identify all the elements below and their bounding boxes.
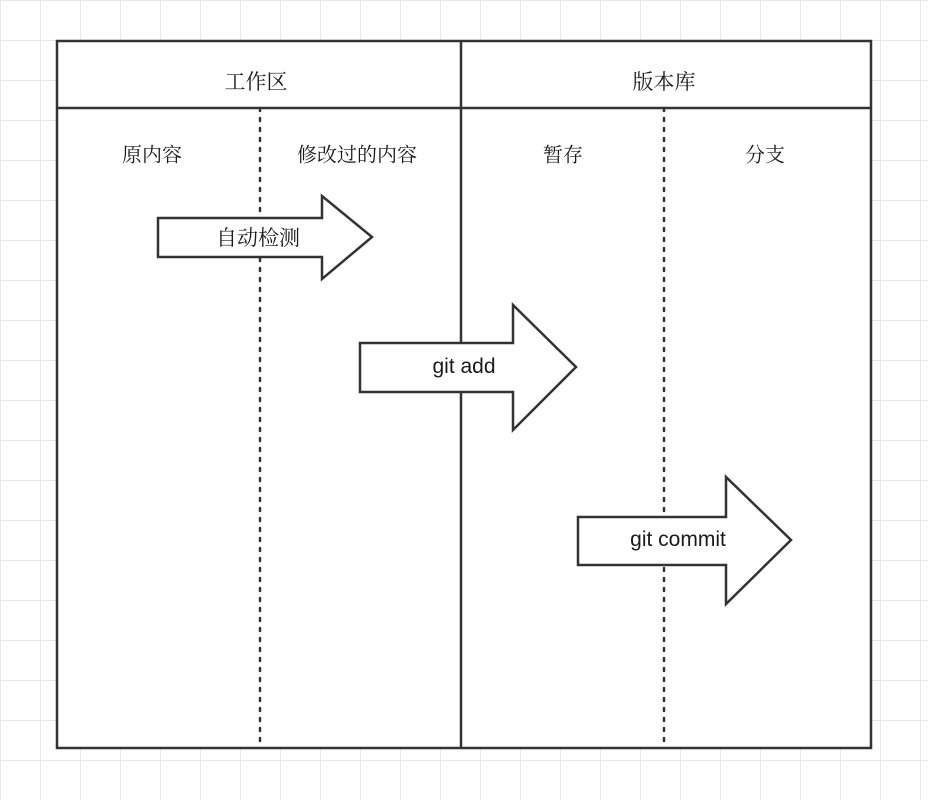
arrow-label-git-commit: git commit bbox=[630, 528, 726, 551]
sub-header-modified-content: 修改过的内容 bbox=[297, 144, 417, 167]
column-header-repository: 版本库 bbox=[632, 71, 696, 94]
column-header-workspace: 工作区 bbox=[224, 71, 288, 94]
sub-header-branch: 分支 bbox=[745, 144, 785, 167]
sub-header-staging: 暂存 bbox=[543, 144, 583, 167]
sub-header-original-content: 原内容 bbox=[122, 144, 182, 167]
arrow-label-git-add: git add bbox=[432, 355, 496, 378]
arrow-label-auto-detect: 自动检测 bbox=[216, 227, 300, 250]
